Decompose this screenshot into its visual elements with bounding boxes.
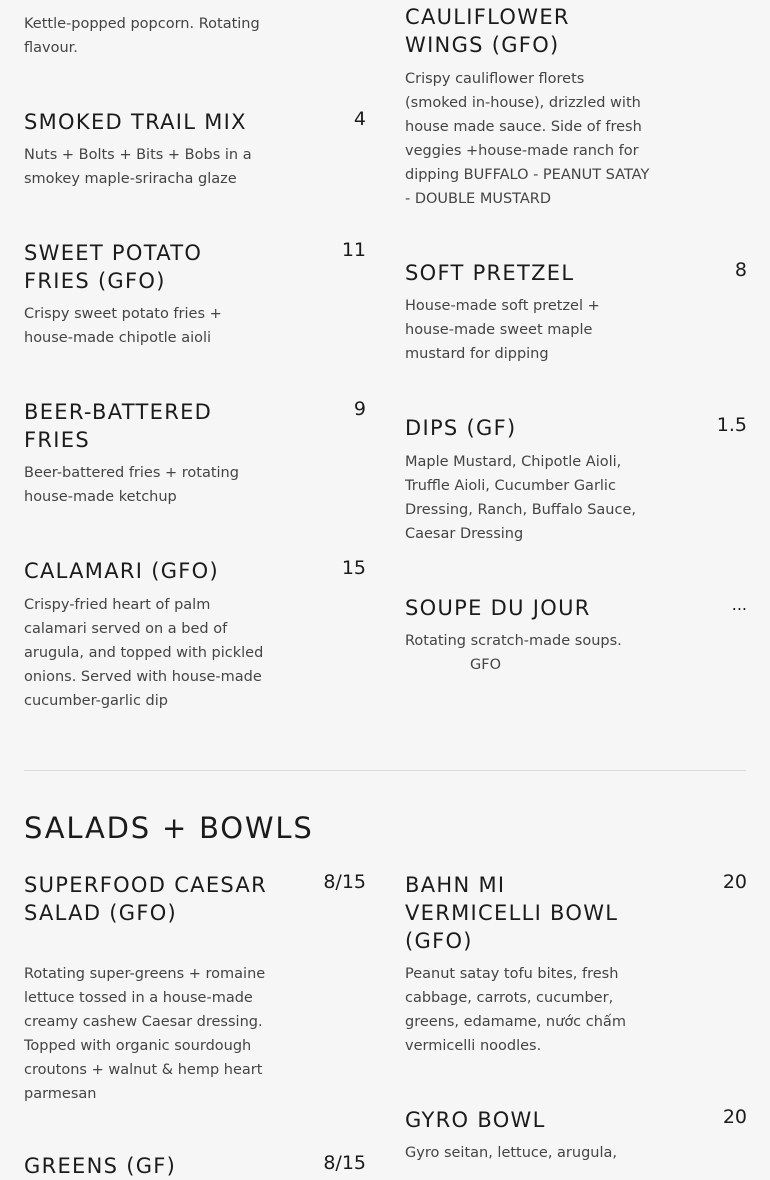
item-price: 11 <box>341 239 366 261</box>
item-description: Nuts + Bolts + Bits + Bobs in a smokey maple-sriracha glaze <box>24 147 252 187</box>
item-price: 20 <box>722 871 747 893</box>
item-description: Crispy cauliflower florets (smoked in-house), drizzled with house made sauce. Side of fresh veggies +house-made ranch for dipping BUFFALO - PEANUT SATAY - DOUBLE MUSTARD <box>405 71 650 207</box>
item-description: Crispy-fried heart of palm calamari served on a bed of arugula, and topped with pickled onions. Served with house-made cucumber-garlic dip <box>24 597 264 709</box>
item-title: CALAMARI (GFO) <box>24 559 219 583</box>
item-title: GREENS (GF) <box>24 1154 177 1178</box>
item-price: 4 <box>353 108 366 130</box>
item-price: 8/15 <box>323 871 366 893</box>
item-title: BAHN MI VERMICELLI BOWL (GFO) <box>405 873 619 953</box>
item-description: Beer-battered fries + rotating house-made ketchup <box>24 465 239 505</box>
item-title: SOFT PRETZEL <box>405 261 575 285</box>
item-price: 1.5 <box>716 414 747 436</box>
item-title: SWEET POTATO FRIES (GFO) <box>24 241 203 293</box>
item-price: 15 <box>341 557 366 579</box>
item-title: GYRO BOWL <box>405 1108 546 1132</box>
item-price: 20 <box>722 1106 747 1128</box>
item-price: ... <box>731 595 747 614</box>
item-description: Crispy sweet potato fries + house-made chipotle aioli <box>24 306 222 346</box>
item-title: BEER-BATTERED FRIES <box>24 400 213 452</box>
item-title: SOUPE DU JOUR <box>405 596 591 620</box>
item-title: SMOKED TRAIL MIX <box>24 110 247 134</box>
item-description: Rotating super-greens + romaine lettuce tossed in a house-made creamy cashew Caesar dressing. Topped with organic sourdough croutons + walnut & hemp heart parmesan <box>24 966 266 1102</box>
item-title: CAULIFLOWER WINGS (GFO) <box>405 5 570 57</box>
item-description: Rotating scratch-made soups. <box>405 633 622 649</box>
item-price: 8 <box>734 259 747 281</box>
item-description: Peanut satay tofu bites, fresh cabbage, carrots, cucumber, greens, edamame, nước chấm vermicelli noodles. <box>405 966 626 1054</box>
item-price: 9 <box>353 398 366 420</box>
section-title-salads-bowls: SALADS + BOWLS <box>24 811 314 845</box>
item-description: Gyro seitan, lettuce, arugula, <box>405 1145 617 1161</box>
item-title: DIPS (GF) <box>405 416 517 440</box>
section-divider <box>24 770 746 771</box>
item-description: Maple Mustard, Chipotle Aioli, Truffle Aioli, Cucumber Garlic Dressing, Ranch, Buffalo Sauce, Caesar Dressing <box>405 454 636 542</box>
item-price: 8/15 <box>323 1152 366 1174</box>
item-title: SUPERFOOD CAESAR SALAD (GFO) <box>24 873 267 925</box>
item-description: House-made soft pretzel + house-made sweet maple mustard for dipping <box>405 298 600 362</box>
item-description: Kettle-popped popcorn. Rotating flavour. <box>24 16 260 56</box>
item-dietary-note: GFO <box>470 657 501 673</box>
